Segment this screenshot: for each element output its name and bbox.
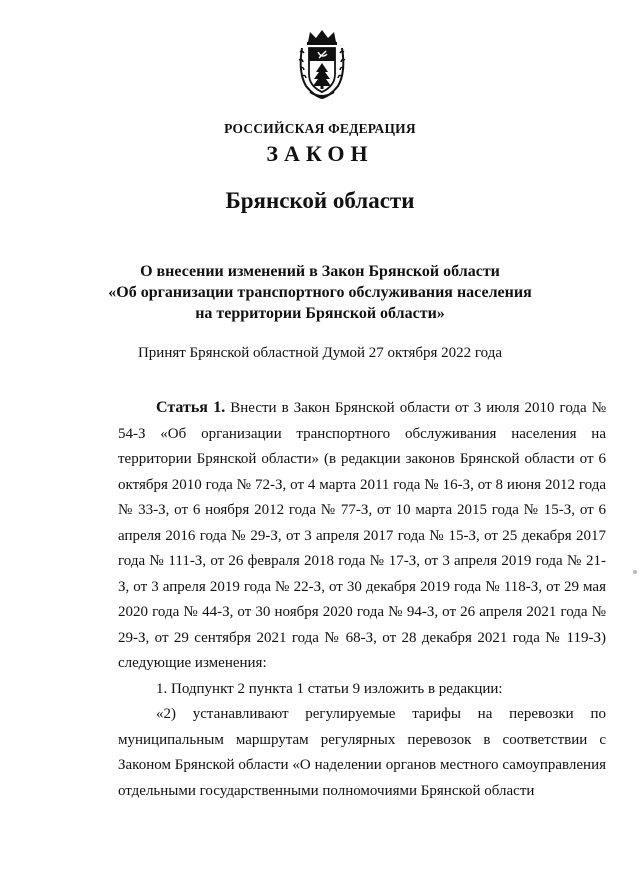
adoption-note: Принят Брянской областной Думой 27 октября 2022 года	[137, 345, 503, 361]
article-text: Внести в Закон Брянской области от 3 июля 2010 года № 54-З «Об организации транспортного обслуживания населения на территории Брянской области» (в редакции законов Брянской области от 6 октября 2010 года № 72-З, от 4 марта 2011 года № 16-З, от 8 июня 2012 года № 33-З, от 6 ноября 2012 года № 77-З, от 10 марта 2015 года № 15-З, от 6 апреля 2016 года № 29-З, от 3 апреля 2017 года № 15-З, от 25 декабря 2017 года № 111-З, от 26 февраля 2018 года № 17-З, от 3 апреля 2019 года № 21-З, от 3 апреля 2019 года № 22-З, от 30 декабря 2019 года № 118-З, от 29 мая 2020 года № 44-З, от 30 ноября 2020 года № 94-З, от 26 апреля 2021 года № 29-З, от 29 сентября 2021 года № 68-З, от 28 декабря 2021 года № 119-З) следующие изменения:	[118, 400, 607, 671]
coat-of-arms-icon	[296, 28, 348, 100]
region-heading: Брянской области	[225, 188, 415, 213]
law-title-line: на территории Брянской области»	[195, 305, 445, 322]
article-1-paragraph	[118, 395, 606, 677]
quoted-amendment: «2) устанавливают регулируемые тарифы на перевозки по муниципальным маршрутам регулярных перевозок в соответствии с Законом Брянской области «О наделении органов местного самоуправления отдельными государственными полномочиями Брянской области	[118, 706, 606, 799]
article-label: Статья 1.	[156, 399, 226, 416]
law-title	[0, 261, 640, 324]
law-body	[118, 395, 606, 804]
scan-mark	[633, 570, 637, 574]
document-type-heading: ЗАКОН	[266, 141, 374, 166]
country-heading: РОССИЙСКАЯ ФЕДЕРАЦИЯ	[224, 121, 416, 136]
law-title-line: «Об организации транспортного обслуживания населения	[108, 284, 532, 301]
law-title-line: О внесении изменений в Закон Брянской области	[140, 263, 500, 280]
item-1-paragraph: 1. Подпункт 2 пункта 1 статьи 9 изложить в редакции:	[156, 680, 503, 697]
